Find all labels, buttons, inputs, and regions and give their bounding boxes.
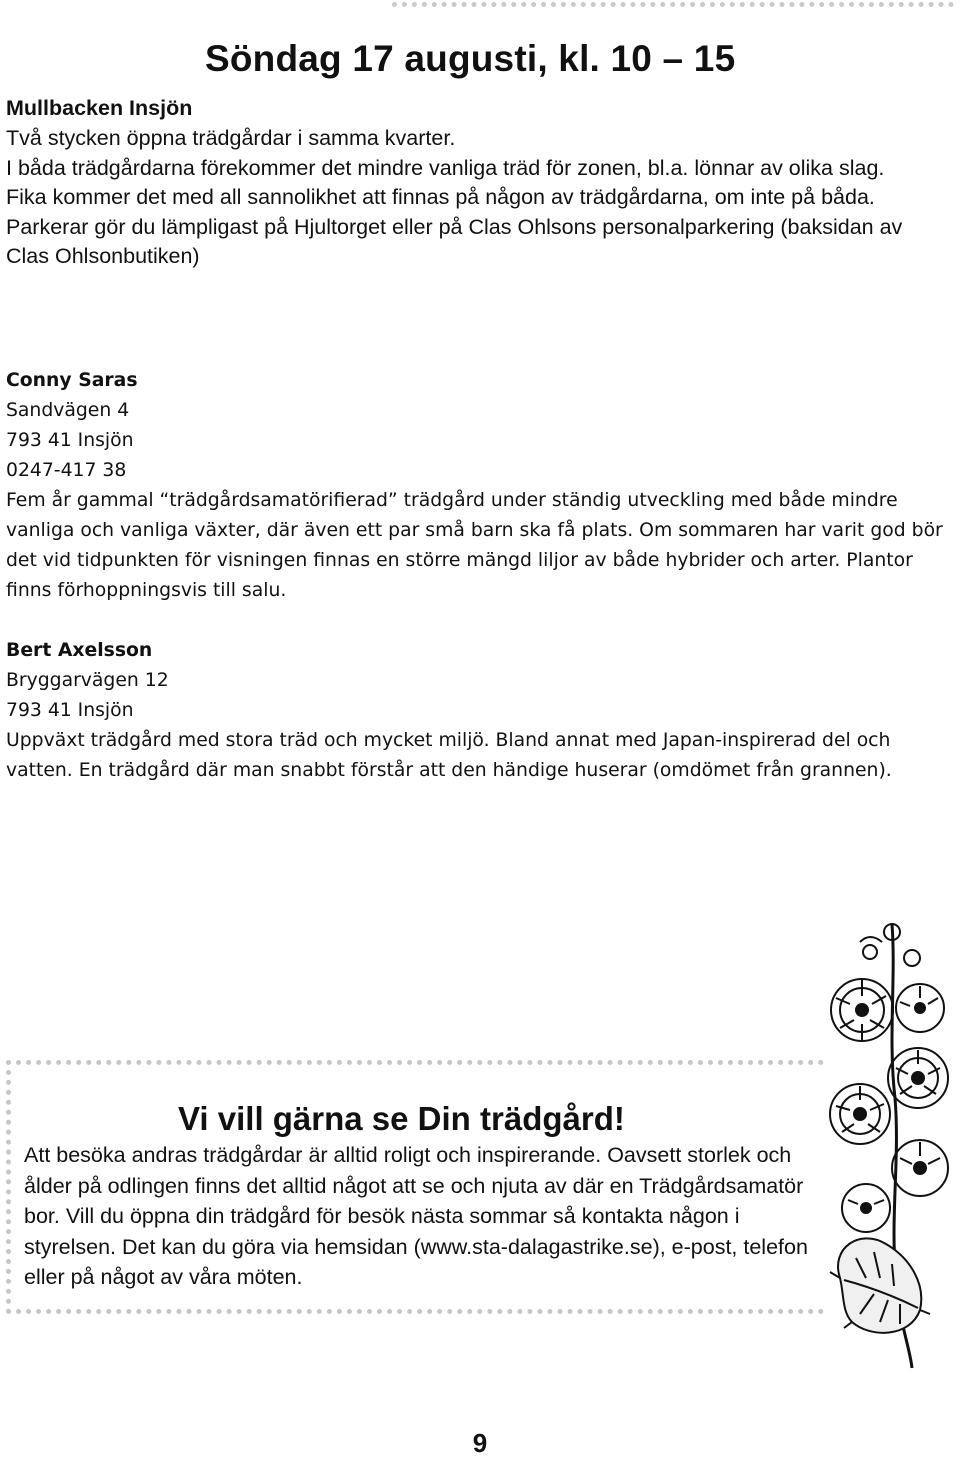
entry-phone: 0247-417 38 (6, 460, 127, 481)
entry-description: Uppväxt trädgård med stora träd och mycket miljö. Bland annat med Japan-inspirerad del och vatten. En trädgård där man snabbt förstår att den händige huserar (omdömet från grannen). (6, 730, 892, 781)
entry-street: Bryggarvägen 12 (6, 670, 169, 691)
entry-name: Bert Axelsson (6, 640, 153, 661)
intro-line: Två stycken öppna trädgårdar i samma kvarter. (6, 126, 456, 150)
callout-body: Att besöka andras trädgårdar är alltid roligt och inspirerande. Oavsett storlek och ålder på odlingen finns det alltid något att se och njuta av där en Trädgårdsamatör bor. Vill du öppna din trädgård för besök nästa sommar så kontakta någon i styrelsen. Det kan du göra via hemsidan (www.sta-dalagastrike.se), e-post, telefon eller på något av våra möten. (24, 1143, 808, 1289)
intro-line: Fika kommer det med all sannolikhet att finnas på någon av trädgårdarna, om inte på båda. (6, 185, 875, 209)
callout-title: Vi vill gärna se Din trädgård! (178, 1100, 625, 1137)
entry-postal: 793 41 Insjön (6, 430, 134, 451)
section-intro (6, 124, 946, 272)
page-number: 9 (472, 1428, 488, 1458)
intro-line: I båda trädgårdarna förekommer det mindre vanliga träd för zonen, bl.a. lönnar av olika slag. (6, 155, 885, 180)
intro-line: Parkerar gör du lämpligast på Hjultorget eller på Clas Ohlsons personalparkering (baksidan av Clas Ohlsonbutiken) (6, 214, 903, 268)
hollyhock-illustration-icon (800, 918, 956, 1370)
garden-entry (6, 636, 946, 786)
garden-entry (6, 366, 946, 606)
section-title: Mullbacken Insjön (6, 96, 193, 120)
invitation-callout (6, 1060, 824, 1314)
entry-description: Fem år gammal “trädgårdsamatörifierad” trädgård under ständig utveckling med både mindre vanliga och vanliga växter, där även ett par små barn ska få plats. Om sommaren har varit god bör det vid tidpunkten för visningen finnas en större mängd liljor av både hybrider och arter. Plantor finns förhoppningsvis till salu. (6, 490, 943, 601)
event-date-heading: Söndag 17 augusti, kl. 10 – 15 (205, 38, 736, 79)
entry-street: Sandvägen 4 (6, 400, 130, 421)
top-dotted-rule (392, 2, 954, 7)
entry-postal: 793 41 Insjön (6, 700, 134, 721)
entry-name: Conny Saras (6, 370, 138, 391)
